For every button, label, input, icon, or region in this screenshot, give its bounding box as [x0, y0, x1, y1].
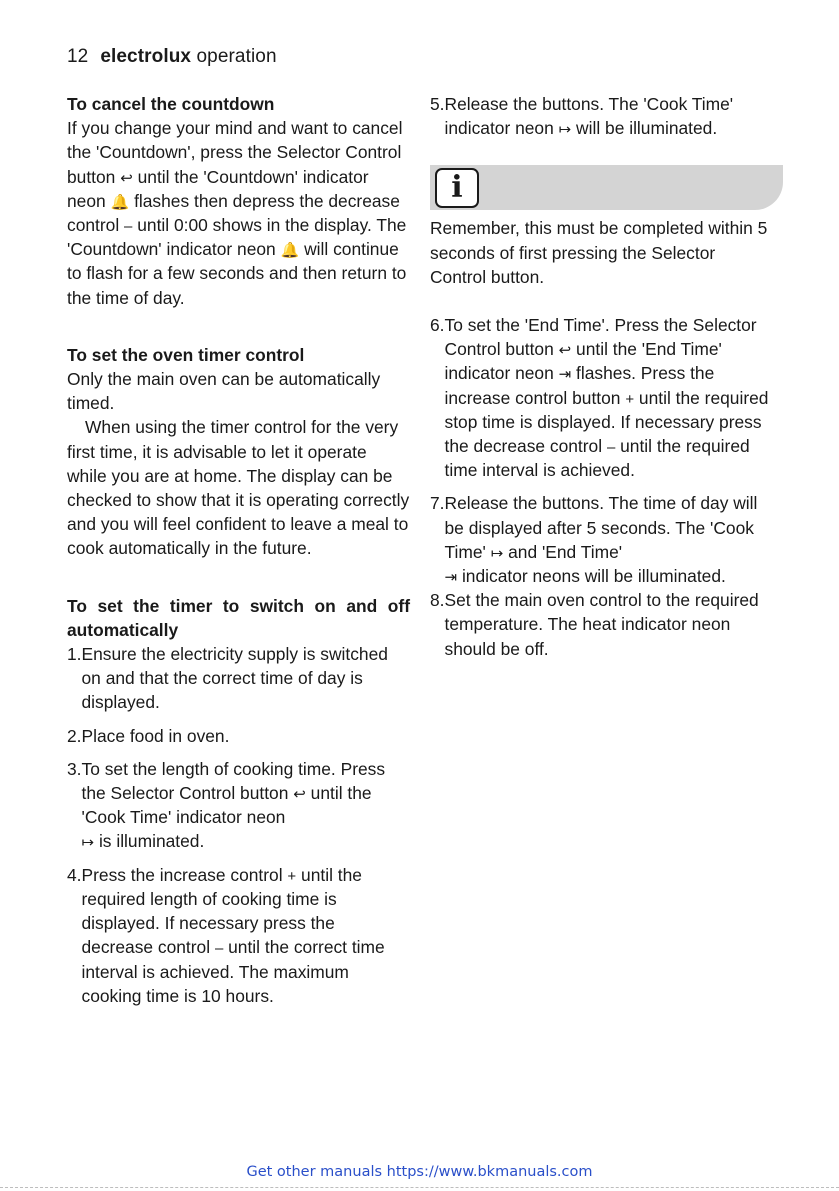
plus-icon: + — [287, 867, 297, 885]
selector-icon: ↩ — [293, 786, 306, 804]
step-item: 1. Ensure the electricity supply is switched on and that the correct time of day is displayed. — [67, 644, 388, 713]
step-item: 5. Release the buttons. The 'Cook Time' indicator neon ↦ will be illuminated. — [430, 94, 734, 139]
selector-icon: ↩ — [120, 169, 133, 187]
cancel-countdown-paragraph: If you change your mind and want to cancel the 'Countdown', press the Selector Control button ↩ until the 'Countdown' indicator neon 🔔 flashes then depress the decrease control – until 0:00 shows in the display. The 'Countdown' indicator neon 🔔 will continue to flash for a few seconds and then return to the time of day. — [67, 118, 407, 308]
manuals-link[interactable]: Get other manuals https://www.bkmanuals.com — [246, 1164, 593, 1180]
bell-icon: 🔔 — [280, 242, 300, 260]
selector-icon: ↩ — [558, 342, 572, 360]
step-item: 3. To set the length of cooking time. Press the Selector Control button ↩ until the 'Cook Time' indicator neon ↦ is illuminated. — [67, 758, 386, 852]
page-number: 12 — [67, 46, 89, 67]
oven-timer-heading: To set the oven timer control — [67, 344, 305, 365]
info-text: Remember, this must be completed within 5 seconds of first pressing the Selector Control button. — [430, 218, 768, 287]
cook-time-icon: ↦ — [490, 544, 504, 562]
section-name: operation — [196, 46, 277, 67]
minus-icon: – — [214, 940, 224, 958]
info-callout — [430, 160, 775, 210]
right-column — [430, 92, 775, 661]
footer-divider — [0, 1187, 839, 1188]
step-item: 4. Press the increase control + until the required length of cooking time is displayed. If necessary press the decrease control – until the correct time interval is achieved. The maximum cooking time is 10 hours. — [67, 864, 385, 1006]
cook-time-icon: ↦ — [558, 121, 572, 139]
switch-on-off-heading: To set the timer to switch on and off automatically — [67, 595, 410, 640]
step-item: 7. Release the buttons. The time of day will be displayed after 5 seconds. The 'Cook Time' ↦ and 'End Time' ⇥ indicator neons will be illuminated. — [430, 493, 758, 587]
info-icon: i — [435, 168, 479, 208]
minus-icon: – — [124, 218, 133, 236]
step-item: 6. To set the 'End Time'. Press the Selector Control button ↩ until the 'End Time' indicator neon ⇥ flashes. Press the increase control button + until the required stop time is displayed. If necessary press the decrease control – until the required time interval is achieved. — [430, 315, 769, 481]
oven-timer-paragraph: Only the main oven can be automatically timed. — [67, 369, 381, 414]
step-item: 8. Set the main oven control to the required temperature. The heat indicator neon should be off. — [430, 590, 759, 659]
end-time-icon: ⇥ — [558, 366, 572, 384]
end-time-icon: ⇥ — [444, 569, 458, 587]
bell-icon: 🔔 — [110, 193, 130, 211]
cook-time-icon: ↦ — [81, 834, 95, 852]
left-column — [67, 92, 410, 1008]
plus-icon: + — [625, 390, 635, 408]
page-header — [67, 46, 277, 68]
oven-timer-advice-paragraph: When using the timer control for the very first time, it is advisable to let it operate while you are at home. The display can be checked to show that it is operating correctly and you will feel confident to leave a meal to cook automatically in the future. — [67, 417, 410, 559]
minus-icon: – — [606, 439, 616, 457]
info-bar — [430, 165, 783, 210]
step-item: 2. Place food in oven. — [67, 725, 230, 746]
cancel-countdown-heading: To cancel the countdown — [67, 94, 275, 114]
brand-name: electrolux — [100, 46, 192, 67]
